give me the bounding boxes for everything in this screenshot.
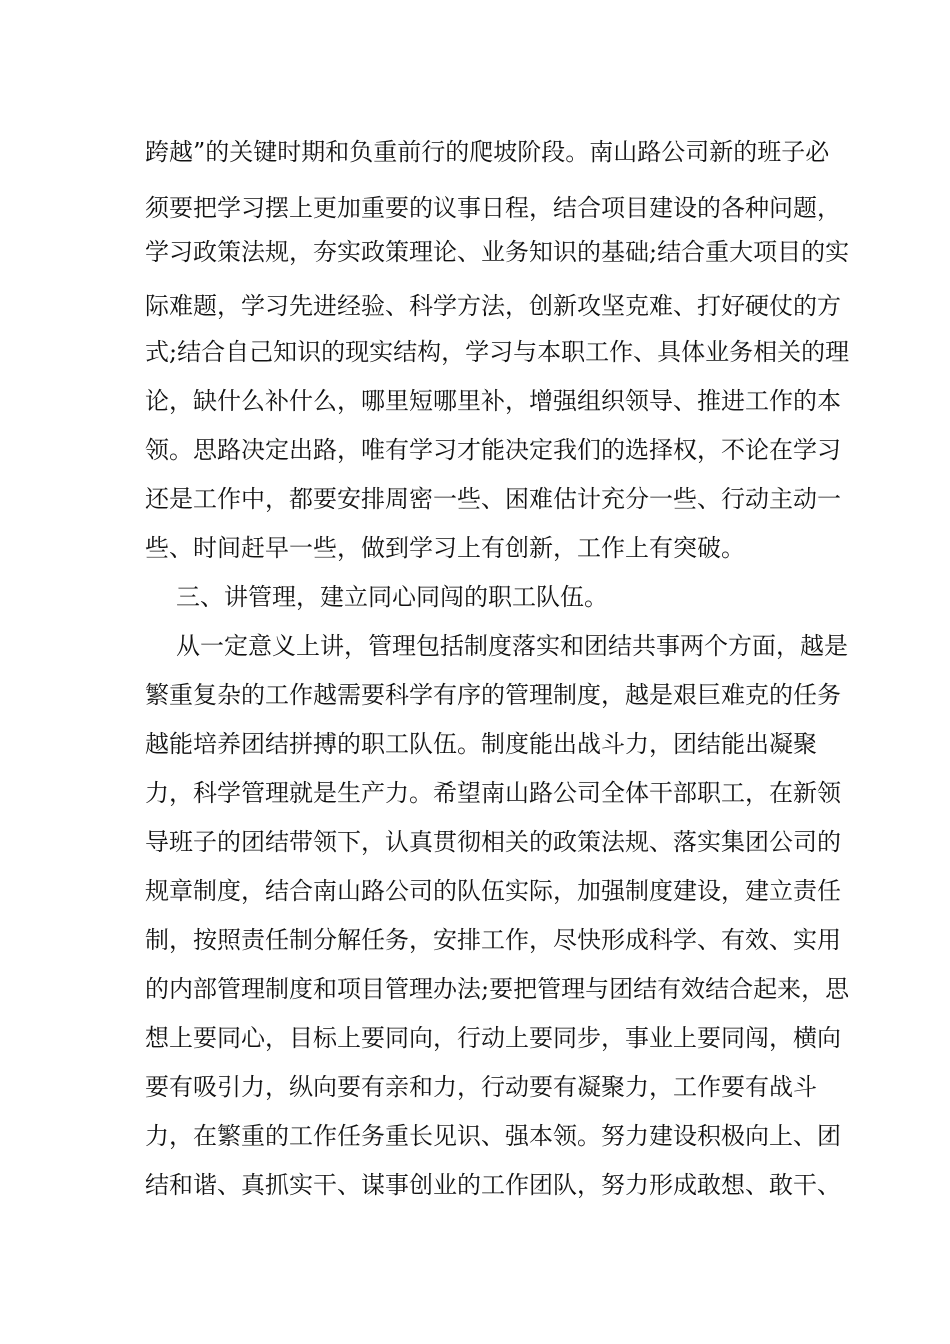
paragraph-line: 要有吸引力，纵向要有亲和力，行动要有凝聚力，工作要有战斗 (145, 1073, 817, 1101)
paragraph-line: 领。思路决定出路，唯有学习才能决定我们的选择权，不论在学习 (145, 436, 841, 464)
paragraph-line: 从一定意义上讲，管理包括制度落实和团结共事两个方面，越是 (176, 632, 848, 660)
paragraph-line: 导班子的团结带领下，认真贯彻相关的政策法规、落实集团公司的 (145, 828, 841, 856)
paragraph-line: 学习政策法规，夯实政策理论、业务知识的基础;结合重大项目的实 (145, 238, 850, 266)
paragraph-line: 规章制度，结合南山路公司的队伍实际，加强制度建设，建立责任 (145, 877, 841, 905)
paragraph-line: 力，科学管理就是生产力。希望南山路公司全体干部职工，在新领 (145, 779, 841, 807)
paragraph-line: 须要把学习摆上更加重要的议事日程，结合项目建设的各种问题， (145, 194, 841, 222)
paragraph-line: 想上要同心，目标上要同向，行动上要同步，事业上要同闯，横向 (145, 1024, 841, 1052)
paragraph-line: 的内部管理制度和项目管理办法;要把管理与团结有效结合起来，思 (145, 975, 850, 1003)
paragraph-line: 越能培养团结拼搏的职工队伍。制度能出战斗力，团结能出凝聚 (145, 730, 817, 758)
paragraph-line: 跨越”的关键时期和负重前行的爬坡阶段。南山路公司新的班子必 (145, 138, 830, 166)
paragraph-line: 力，在繁重的工作任务重长见识、强本领。努力建设积极向上、团 (145, 1122, 841, 1150)
paragraph-line: 制，按照责任制分解任务，安排工作，尽快形成科学、有效、实用 (145, 926, 841, 954)
paragraph-line: 繁重复杂的工作越需要科学有序的管理制度，越是艰巨难克的任务 (145, 681, 841, 709)
paragraph-line: 式;结合自己知识的现实结构，学习与本职工作、具体业务相关的理 (145, 338, 850, 366)
paragraph-line: 论，缺什么补什么，哪里短哪里补，增强组织领导、推进工作的本 (145, 387, 841, 415)
paragraph-line: 些、时间赶早一些，做到学习上有创新，工作上有突破。 (145, 534, 745, 562)
paragraph-line: 还是工作中，都要安排周密一些、困难估计充分一些、行动主动一 (145, 485, 841, 513)
section-heading: 三、讲管理，建立同心同闯的职工队伍。 (176, 583, 608, 611)
paragraph-line: 结和谐、真抓实干、谋事创业的工作团队，努力形成敢想、敢干、 (145, 1171, 841, 1199)
paragraph-line: 际难题，学习先进经验、科学方法，创新攻坚克难、打好硬仗的方 (145, 292, 841, 320)
